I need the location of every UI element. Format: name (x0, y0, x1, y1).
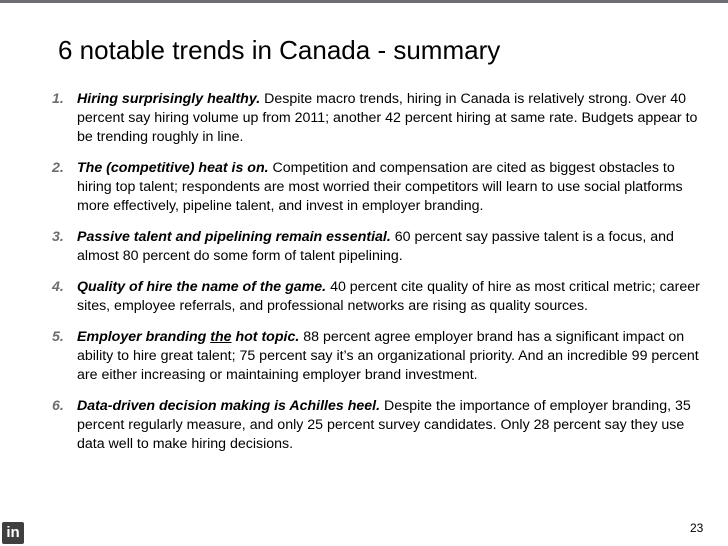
trend-item-3 (52, 228, 702, 266)
trend-number: 4. (52, 279, 64, 295)
trend-item-4 (52, 278, 702, 316)
trend-body: 40 percent cite quality of hire as most critical metric; career sites, employee referrals, and professional networks are rising as quality sources. (77, 279, 700, 314)
trend-heading-emphasis: the (210, 329, 232, 345)
trend-text (77, 328, 702, 385)
trend-text (77, 90, 702, 147)
slide-title: 6 notable trends in Canada - summary (58, 35, 501, 65)
page-number: 23 (690, 521, 704, 535)
trend-heading: Hiring surprisingly healthy. (77, 91, 261, 107)
trend-body: Competition and compensation are cited as biggest obstacles to hiring top talent; respondents are most worried their competitors will learn to use social platforms more effectively, pipeline talent, and invest in employer branding. (77, 160, 683, 214)
trend-item-1 (52, 90, 702, 147)
trend-text (77, 397, 702, 454)
trend-number: 2. (52, 160, 64, 176)
trend-heading-post: hot topic. (231, 329, 300, 345)
trend-text (77, 278, 702, 316)
trend-heading: Quality of hire the name of the game. (77, 279, 327, 295)
trend-number: 5. (52, 329, 64, 345)
trend-number: 3. (52, 229, 64, 245)
trend-item-2 (52, 159, 702, 216)
trend-heading-pre: Employer branding (77, 329, 211, 345)
trend-number: 6. (52, 398, 64, 414)
trend-body: 88 percent agree employer brand has a significant impact on ability to hire great talent; 75 percent say it’s an organizational priority. And an incredible 99 percent are either increasing or maintaining employer brand investment. (77, 329, 699, 383)
trend-body: Despite the importance of employer branding, 35 percent regularly measure, and only 25 percent survey candidates. Only 28 percent say they use data well to make hiring decisions. (77, 398, 691, 452)
trend-item-5 (52, 328, 702, 385)
trend-body: Despite macro trends, hiring in Canada is relatively strong. Over 40 percent say hiring volume up from 2011; another 42 percent hiring at same rate. Budgets appear to be trending roughly in line. (77, 91, 698, 145)
trend-text (77, 228, 702, 266)
trend-heading: Data-driven decision making is Achilles heel. (77, 398, 381, 414)
trend-heading (77, 329, 299, 345)
trend-text (77, 159, 702, 216)
trend-list (52, 90, 702, 454)
trend-heading: Passive talent and pipelining remain essential. (77, 229, 391, 245)
trend-number: 1. (52, 91, 64, 107)
top-accent-bar (0, 0, 728, 3)
linkedin-logo-icon: in (2, 522, 24, 544)
trend-body: 60 percent say passive talent is a focus, and almost 80 percent do some form of talent pipelining. (77, 229, 674, 264)
trend-heading: The (competitive) heat is on. (77, 160, 269, 176)
trend-item-6 (52, 397, 702, 454)
